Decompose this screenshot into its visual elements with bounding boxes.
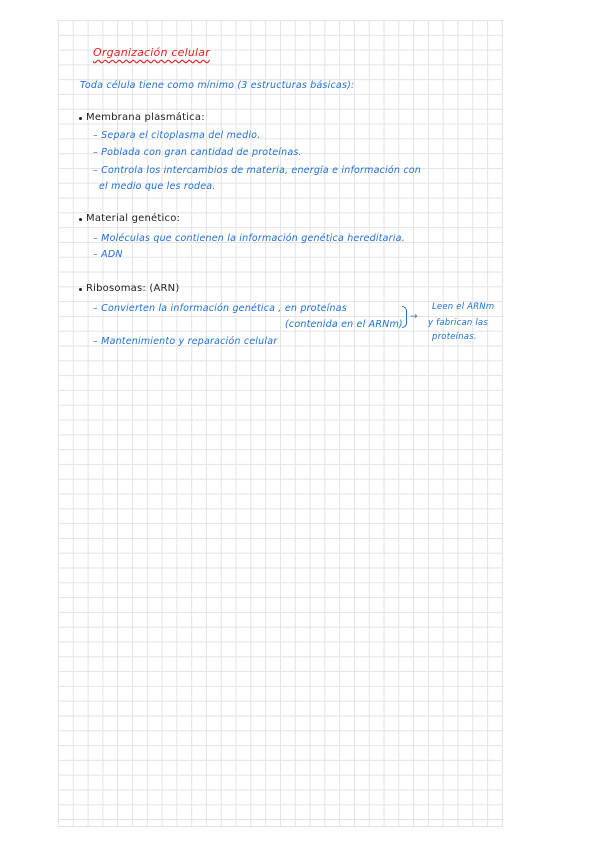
bullet-icon — [79, 288, 82, 291]
graph-paper-grid — [58, 20, 503, 827]
list-item: – Separa el citoplasma del medio. — [93, 130, 261, 141]
list-item: – Poblada con gran cantidad de proteínas. — [93, 147, 302, 158]
list-item: el medio que les rodea. — [99, 181, 216, 192]
section-heading-material-genetico: Material genético: — [86, 213, 181, 224]
bracket-icon — [402, 306, 407, 328]
bullet-icon — [79, 117, 82, 120]
section-heading-ribosomas: Ribosomas: (ARN) — [86, 283, 180, 294]
list-item: – Moléculas que contienen la información genética hereditaria. — [93, 233, 405, 244]
list-item: – Mantenimiento y reparación celular — [93, 336, 278, 347]
list-item-subnote: (contenida en el ARNm) — [285, 319, 403, 330]
page-title: Organización celular — [93, 46, 210, 59]
side-note-line: Leen el ARNm — [432, 302, 495, 312]
list-item: – Convierten la información genética , en proteínas — [93, 303, 347, 314]
list-item: – Controla los intercambios de materia, energía e información con — [93, 165, 421, 176]
side-note-line: y fabrican las — [428, 318, 488, 328]
list-item: – ADN — [93, 249, 123, 260]
section-heading-membrana: Membrana plasmática: — [86, 112, 205, 123]
side-note-line: proteínas. — [432, 332, 477, 342]
arrow-right-icon: → — [410, 312, 418, 322]
bullet-icon — [79, 218, 82, 221]
intro-text: Toda célula tiene como mínimo (3 estructuras básicas): — [80, 80, 355, 91]
